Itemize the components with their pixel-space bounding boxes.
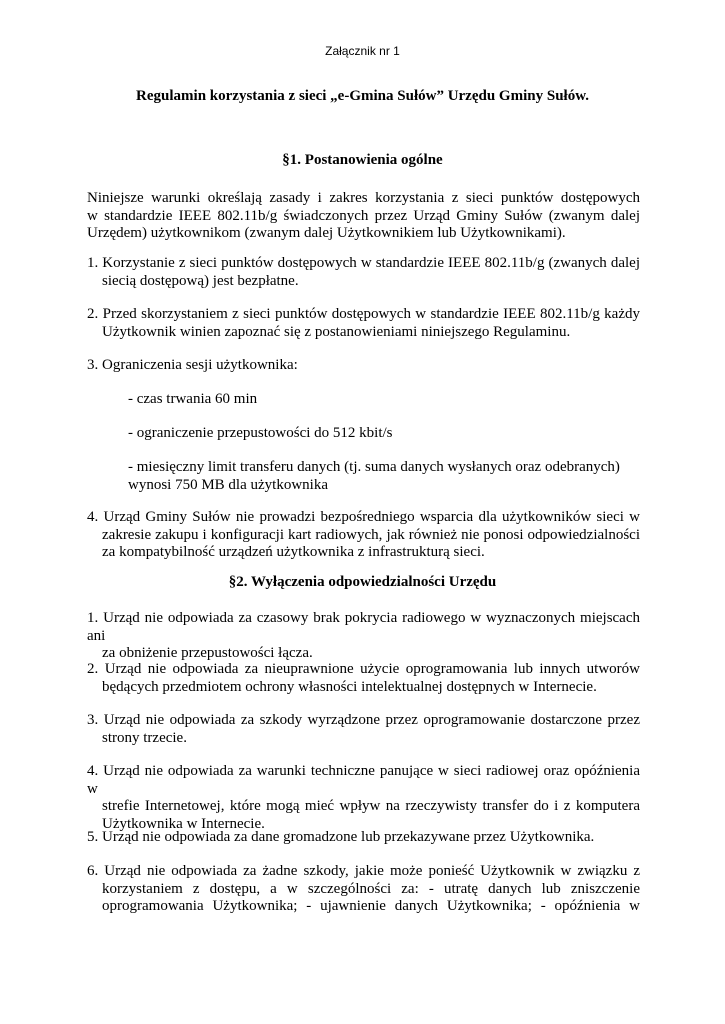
section1-item-2 xyxy=(87,306,640,341)
item-line: 5. Urząd nie odpowiada za dane gromadzone lub przekazywane przez Użytkownika. xyxy=(87,829,595,845)
item-line: 6. Urząd nie odpowiada za żadne szkody, jakie może ponieść Użytkownik w związku z xyxy=(87,863,640,879)
item-line: strefie Internetowej, które mogą mieć wpływ na rzeczywisty transfer do i z komputera xyxy=(102,798,640,814)
item-line: 2. Urząd nie odpowiada za nieuprawnione użycie oprogramowania lub innych utworów xyxy=(87,661,640,677)
item-line: korzystaniem z dostępu, a w szczególności za: - utratę danych lub zniszczenie xyxy=(102,880,640,897)
sub-line: wynosi 750 MB dla użytkownika xyxy=(128,476,328,493)
intro-line-3: Urzędem) użytkownikom (zwanym dalej Użytkownikiem lub Użytkownikami). xyxy=(87,225,566,241)
item-line: 3. Ograniczenia sesji użytkownika: xyxy=(87,357,298,373)
intro-line-2: w standardzie IEEE 802.11b/g świadczonych przez Urząd Gminy Sułów (zwanym dalej xyxy=(87,207,640,224)
session-limit-bandwidth xyxy=(128,425,640,443)
item-line: strony trzecie. xyxy=(102,729,187,746)
sub-line: - ograniczenie przepustowości do 512 kbit/s xyxy=(128,425,393,441)
section2-item-5 xyxy=(87,829,640,847)
section1-item-1 xyxy=(87,255,640,290)
section2-item-1 xyxy=(87,610,640,663)
item-line: siecią dostępową) jest bezpłatne. xyxy=(102,272,299,289)
item-line: będących przedmiotem ochrony własności intelektualnej dostępnych w Internecie. xyxy=(102,678,597,695)
sub-line: - miesięczny limit transferu danych (tj. suma danych wysłanych oraz odebranych) xyxy=(128,459,620,475)
item-line: 4. Urząd Gminy Sułów nie prowadzi bezpośredniego wsparcia dla użytkowników sieci w xyxy=(87,509,640,525)
annex-label: Załącznik nr 1 xyxy=(325,44,400,58)
item-line: zakresie zakupu i konfiguracji kart radiowych, jak również nie ponosi odpowiedzialności xyxy=(102,526,640,543)
item-line: 1. Korzystanie z sieci punktów dostępowych w standardzie IEEE 802.11b/g (zwanych dalej xyxy=(87,255,640,271)
sub-line: - czas trwania 60 min xyxy=(128,391,258,407)
section1-intro xyxy=(87,190,640,243)
item-line: za obniżenie przepustowości łącza. xyxy=(102,645,313,661)
item-line: 2. Przed skorzystaniem z sieci punktów dostępowych w standardzie IEEE 802.11b/g każdy xyxy=(87,306,640,322)
item-line: oprogramowania Użytkownika; - ujawnienie danych Użytkownika; - opóźnienia w xyxy=(102,898,640,914)
section2-item-4 xyxy=(87,763,640,833)
session-limit-transfer xyxy=(128,459,640,494)
item-line: 4. Urząd nie odpowiada za warunki techniczne panujące w sieci radiowej oraz opóźnienia w xyxy=(87,763,640,797)
section1-item-4 xyxy=(87,509,640,562)
item-line: Użytkownika w Internecie. xyxy=(102,815,265,832)
document-title: Regulamin korzystania z sieci „e-Gmina Sułów” Urzędu Gminy Sułów. xyxy=(136,88,589,104)
intro-line-1: Niniejsze warunki określają zasady i zakres korzystania z sieci punktów dostępowych xyxy=(87,190,640,206)
section2-item-2 xyxy=(87,661,640,696)
item-line: 3. Urząd nie odpowiada za szkody wyrządzone przez oprogramowanie dostarczone przez xyxy=(87,712,640,728)
section2-heading: §2. Wyłączenia odpowiedzialności Urzędu xyxy=(228,574,497,590)
session-limit-duration xyxy=(128,391,640,409)
item-line: Użytkownik winien zapoznać się z postanowieniami niniejszego Regulaminu. xyxy=(102,323,571,340)
section2-item-3 xyxy=(87,712,640,747)
item-line: za kompatybilność urządzeń użytkownika z infrastrukturą sieci. xyxy=(102,544,485,560)
section2-item-6 xyxy=(87,863,640,916)
item-line: 1. Urząd nie odpowiada za czasowy brak pokrycia radiowego w wyznaczonych miejscach ani xyxy=(87,610,640,644)
section1-heading: §1. Postanowienia ogólne xyxy=(282,152,443,168)
section1-item-3 xyxy=(87,357,640,375)
